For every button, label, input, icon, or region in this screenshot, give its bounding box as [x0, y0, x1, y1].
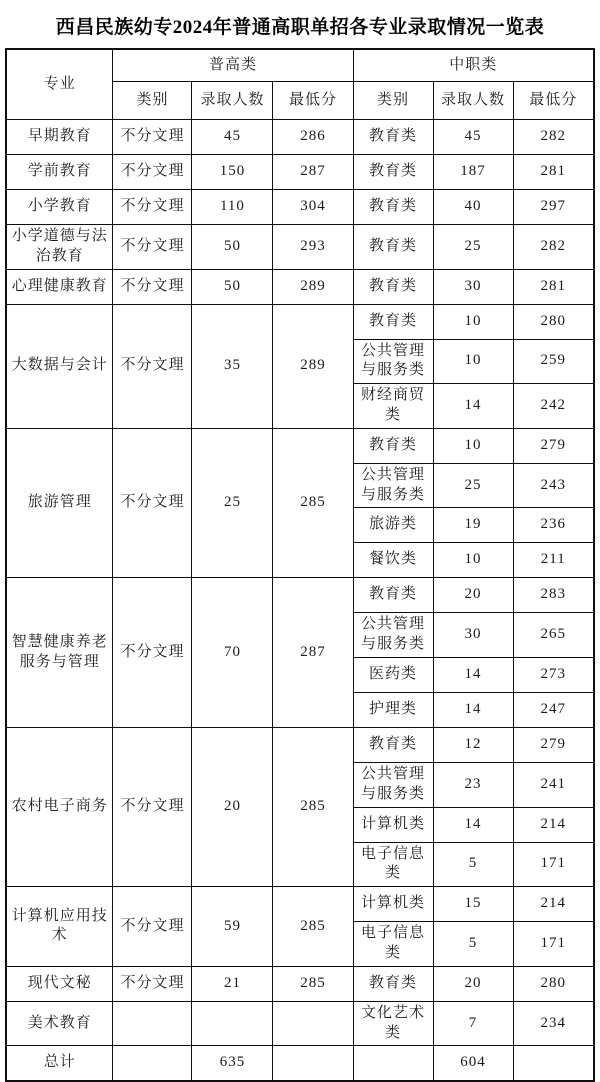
vocational-admitted-cell: 10	[433, 339, 513, 384]
header-general-category: 类别	[113, 82, 192, 120]
vocational-admitted-cell: 25	[433, 463, 513, 508]
vocational-admitted-cell: 10	[433, 543, 513, 578]
vocational-admitted-cell: 15	[433, 887, 513, 922]
vocational-min-score-cell: 236	[513, 508, 594, 543]
table-row	[6, 578, 594, 613]
vocational-category-cell: 教育类	[353, 304, 433, 339]
vocational-category-cell: 电子信息类	[353, 842, 433, 887]
general-category-cell: 不分文理	[113, 269, 192, 304]
general-min-score-cell: 286	[273, 120, 353, 155]
general-category-cell: 不分文理	[113, 304, 192, 428]
vocational-admitted-cell: 40	[433, 190, 513, 225]
header-general-min-score: 最低分	[273, 82, 353, 120]
major-cell: 学前教育	[6, 155, 113, 190]
general-category-cell: 不分文理	[113, 966, 192, 1001]
vocational-admitted-cell: 12	[433, 727, 513, 762]
table-row	[6, 120, 594, 155]
vocational-category-cell: 教育类	[353, 966, 433, 1001]
vocational-category-cell: 教育类	[353, 428, 433, 463]
general-category-cell: 不分文理	[113, 887, 192, 967]
general-category-cell: 不分文理	[113, 190, 192, 225]
general-min-score-cell: 289	[273, 304, 353, 428]
header-vocational-min-score: 最低分	[513, 82, 594, 120]
general-admitted-cell: 110	[192, 190, 273, 225]
vocational-category-cell: 教育类	[353, 578, 433, 613]
general-category-cell: 不分文理	[113, 225, 192, 270]
general-admitted-cell: 635	[192, 1046, 273, 1081]
vocational-admitted-cell: 10	[433, 304, 513, 339]
general-category-cell: 不分文理	[113, 120, 192, 155]
vocational-category-cell: 公共管理与服务类	[353, 339, 433, 384]
header-general-admitted: 录取人数	[192, 82, 273, 120]
vocational-admitted-cell: 14	[433, 692, 513, 727]
general-min-score-cell: 293	[273, 225, 353, 270]
vocational-min-score-cell: 280	[513, 304, 594, 339]
vocational-admitted-cell: 14	[433, 384, 513, 429]
table-row	[6, 966, 594, 1001]
general-category-cell: 不分文理	[113, 155, 192, 190]
vocational-min-score-cell: 211	[513, 543, 594, 578]
general-admitted-cell: 45	[192, 120, 273, 155]
general-admitted-cell: 21	[192, 966, 273, 1001]
table-row	[6, 269, 594, 304]
major-cell: 农村电子商务	[6, 727, 113, 886]
general-admitted-cell: 50	[192, 269, 273, 304]
vocational-admitted-cell: 10	[433, 428, 513, 463]
vocational-admitted-cell: 14	[433, 807, 513, 842]
vocational-min-score-cell: 214	[513, 807, 594, 842]
major-cell: 大数据与会计	[6, 304, 113, 428]
table-row	[6, 1001, 594, 1046]
general-category-cell	[113, 1001, 192, 1046]
table-row	[6, 155, 594, 190]
vocational-category-cell: 计算机类	[353, 807, 433, 842]
vocational-category-cell: 教育类	[353, 727, 433, 762]
vocational-category-cell: 教育类	[353, 269, 433, 304]
general-category-cell	[113, 1046, 192, 1081]
general-min-score-cell: 285	[273, 966, 353, 1001]
vocational-admitted-cell: 25	[433, 225, 513, 270]
general-min-score-cell	[273, 1001, 353, 1046]
general-admitted-cell: 25	[192, 428, 273, 578]
header-vocational-admitted: 录取人数	[433, 82, 513, 120]
major-cell: 心理健康教育	[6, 269, 113, 304]
vocational-category-cell: 公共管理与服务类	[353, 762, 433, 807]
general-category-cell: 不分文理	[113, 428, 192, 578]
vocational-min-score-cell: 281	[513, 155, 594, 190]
vocational-admitted-cell: 187	[433, 155, 513, 190]
vocational-category-cell: 计算机类	[353, 887, 433, 922]
header-group-vocational: 中职类	[353, 49, 594, 82]
admissions-table	[5, 48, 595, 1082]
table-header	[6, 49, 594, 120]
vocational-category-cell: 电子信息类	[353, 922, 433, 967]
vocational-admitted-cell: 5	[433, 922, 513, 967]
vocational-min-score-cell: 214	[513, 887, 594, 922]
major-cell: 现代文秘	[6, 966, 113, 1001]
vocational-category-cell: 教育类	[353, 155, 433, 190]
vocational-admitted-cell: 45	[433, 120, 513, 155]
vocational-admitted-cell: 7	[433, 1001, 513, 1046]
major-cell: 计算机应用技术	[6, 887, 113, 967]
vocational-category-cell: 公共管理与服务类	[353, 613, 433, 658]
general-min-score-cell: 289	[273, 269, 353, 304]
vocational-admitted-cell: 14	[433, 657, 513, 692]
major-cell: 总计	[6, 1046, 113, 1081]
general-admitted-cell	[192, 1001, 273, 1046]
general-min-score-cell: 285	[273, 727, 353, 886]
vocational-category-cell: 医药类	[353, 657, 433, 692]
vocational-admitted-cell: 20	[433, 578, 513, 613]
major-cell: 小学道德与法治教育	[6, 225, 113, 270]
vocational-min-score-cell: 234	[513, 1001, 594, 1046]
major-cell: 旅游管理	[6, 428, 113, 578]
vocational-min-score-cell: 282	[513, 225, 594, 270]
general-category-cell: 不分文理	[113, 578, 192, 728]
header-group-general: 普高类	[113, 49, 353, 82]
general-admitted-cell: 35	[192, 304, 273, 428]
table-row	[6, 727, 594, 762]
vocational-admitted-cell: 19	[433, 508, 513, 543]
general-min-score-cell	[273, 1046, 353, 1081]
table-row	[6, 887, 594, 922]
vocational-admitted-cell: 20	[433, 966, 513, 1001]
vocational-min-score-cell: 279	[513, 428, 594, 463]
vocational-min-score-cell: 282	[513, 120, 594, 155]
header-major: 专业	[6, 49, 113, 120]
vocational-min-score-cell: 283	[513, 578, 594, 613]
vocational-min-score-cell: 280	[513, 966, 594, 1001]
table-row	[6, 1046, 594, 1081]
vocational-min-score-cell	[513, 1046, 594, 1081]
page-title: 西昌民族幼专2024年普通高职单招各专业录取情况一览表	[55, 17, 545, 38]
vocational-min-score-cell: 281	[513, 269, 594, 304]
major-cell: 小学教育	[6, 190, 113, 225]
vocational-admitted-cell: 30	[433, 613, 513, 658]
vocational-category-cell: 餐饮类	[353, 543, 433, 578]
vocational-category-cell: 教育类	[353, 120, 433, 155]
vocational-category-cell: 文化艺术类	[353, 1001, 433, 1046]
major-cell: 美术教育	[6, 1001, 113, 1046]
table-body	[6, 120, 594, 1081]
general-admitted-cell: 150	[192, 155, 273, 190]
table-row	[6, 304, 594, 339]
table-row	[6, 190, 594, 225]
general-admitted-cell: 59	[192, 887, 273, 967]
vocational-category-cell: 教育类	[353, 190, 433, 225]
vocational-min-score-cell: 171	[513, 842, 594, 887]
general-admitted-cell: 50	[192, 225, 273, 270]
vocational-min-score-cell: 273	[513, 657, 594, 692]
table-row	[6, 428, 594, 463]
vocational-min-score-cell: 279	[513, 727, 594, 762]
general-min-score-cell: 287	[273, 578, 353, 728]
general-min-score-cell: 287	[273, 155, 353, 190]
vocational-admitted-cell: 23	[433, 762, 513, 807]
header-vocational-category: 类别	[353, 82, 433, 120]
vocational-min-score-cell: 171	[513, 922, 594, 967]
vocational-min-score-cell: 243	[513, 463, 594, 508]
table-row	[6, 225, 594, 270]
header-group-row	[6, 49, 594, 82]
vocational-min-score-cell: 242	[513, 384, 594, 429]
general-category-cell: 不分文理	[113, 727, 192, 886]
vocational-category-cell	[353, 1046, 433, 1081]
vocational-min-score-cell: 241	[513, 762, 594, 807]
major-cell: 智慧健康养老服务与管理	[6, 578, 113, 728]
vocational-category-cell: 财经商贸类	[353, 384, 433, 429]
vocational-min-score-cell: 259	[513, 339, 594, 384]
general-min-score-cell: 285	[273, 428, 353, 578]
vocational-category-cell: 护理类	[353, 692, 433, 727]
general-min-score-cell: 285	[273, 887, 353, 967]
vocational-category-cell: 旅游类	[353, 508, 433, 543]
general-min-score-cell: 304	[273, 190, 353, 225]
general-admitted-cell: 70	[192, 578, 273, 728]
major-cell: 早期教育	[6, 120, 113, 155]
vocational-category-cell: 公共管理与服务类	[353, 463, 433, 508]
page	[0, 12, 600, 1082]
vocational-min-score-cell: 247	[513, 692, 594, 727]
vocational-min-score-cell: 265	[513, 613, 594, 658]
vocational-admitted-cell: 604	[433, 1046, 513, 1081]
vocational-category-cell: 教育类	[353, 225, 433, 270]
general-admitted-cell: 20	[192, 727, 273, 886]
vocational-min-score-cell: 297	[513, 190, 594, 225]
vocational-admitted-cell: 5	[433, 842, 513, 887]
vocational-admitted-cell: 30	[433, 269, 513, 304]
